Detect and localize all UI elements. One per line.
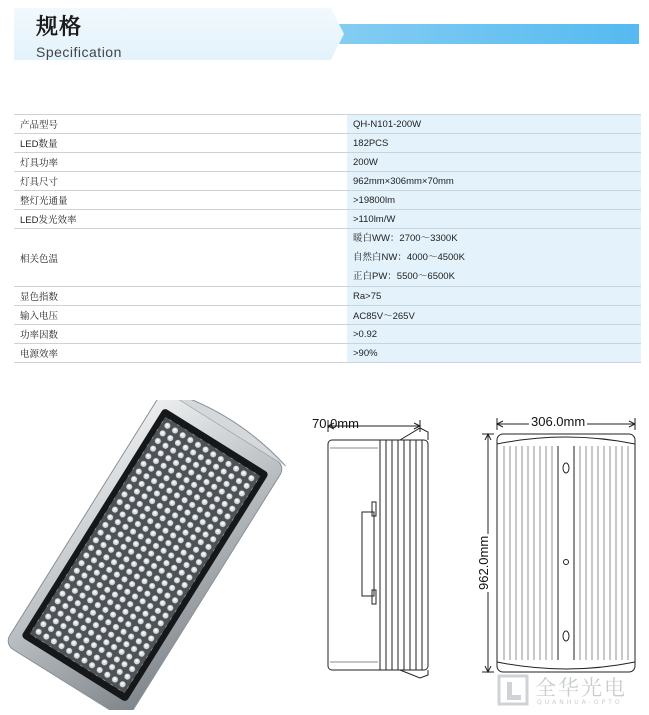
depth-dimension-label: 70.0mm xyxy=(312,416,359,431)
length-dimension-label: 962.0mm xyxy=(476,535,491,590)
page-title: 规格 xyxy=(36,15,83,40)
table-row xyxy=(14,115,641,134)
spec-label: 输入电压 xyxy=(14,306,347,325)
spec-value-line: 暖白WW：2700～3300K xyxy=(353,233,458,244)
width-dimension-label: 306.0mm xyxy=(531,414,586,429)
spec-value: >110lm/W xyxy=(347,210,642,229)
side-view-drawing xyxy=(300,410,450,710)
table-row xyxy=(14,229,641,287)
logo-mark-icon xyxy=(497,674,531,706)
spec-value: AC85V～265V xyxy=(347,306,642,325)
spec-value: >19800lm xyxy=(347,191,642,210)
spec-value: 182PCS xyxy=(347,134,642,153)
spec-label: 产品型号 xyxy=(14,115,347,134)
spec-value: 962mm×306mm×70mm xyxy=(347,172,642,191)
spec-value: 200W xyxy=(347,153,642,172)
spec-label: 电源效率 xyxy=(14,344,347,363)
spec-label: LED数量 xyxy=(14,134,347,153)
spec-label: LED发光效率 xyxy=(14,210,347,229)
spec-label: 显色指数 xyxy=(14,287,347,306)
spec-value: >0.92 xyxy=(347,325,642,344)
spec-label: 灯具尺寸 xyxy=(14,172,347,191)
table-row xyxy=(14,325,641,344)
spec-value: >90% xyxy=(347,344,642,363)
spec-value-line: 正白PW：5500～6500K xyxy=(353,271,455,282)
table-row xyxy=(14,153,641,172)
page-subtitle: Specification xyxy=(36,44,122,60)
table-row xyxy=(14,134,641,153)
spec-value-line: 自然白NW：4000～4500K xyxy=(353,252,465,263)
product-photo xyxy=(0,400,290,710)
logo-name: 全华光电 xyxy=(535,676,627,700)
spec-value: Ra>75 xyxy=(347,287,642,306)
table-row xyxy=(14,344,641,363)
spec-label: 灯具功率 xyxy=(14,153,347,172)
spec-value xyxy=(347,229,642,287)
spec-label: 相关色温 xyxy=(14,229,347,287)
table-row xyxy=(14,210,641,229)
spec-label: 整灯光通量 xyxy=(14,191,347,210)
spec-table xyxy=(14,114,641,363)
table-row xyxy=(14,191,641,210)
table-row xyxy=(14,287,641,306)
table-row xyxy=(14,172,641,191)
table-row xyxy=(14,306,641,325)
spec-value: QH-N101-200W xyxy=(347,115,642,134)
logo-tagline: QUANHUA-OPTO xyxy=(537,699,623,706)
spec-label: 功率因数 xyxy=(14,325,347,344)
front-view-drawing xyxy=(470,410,645,685)
